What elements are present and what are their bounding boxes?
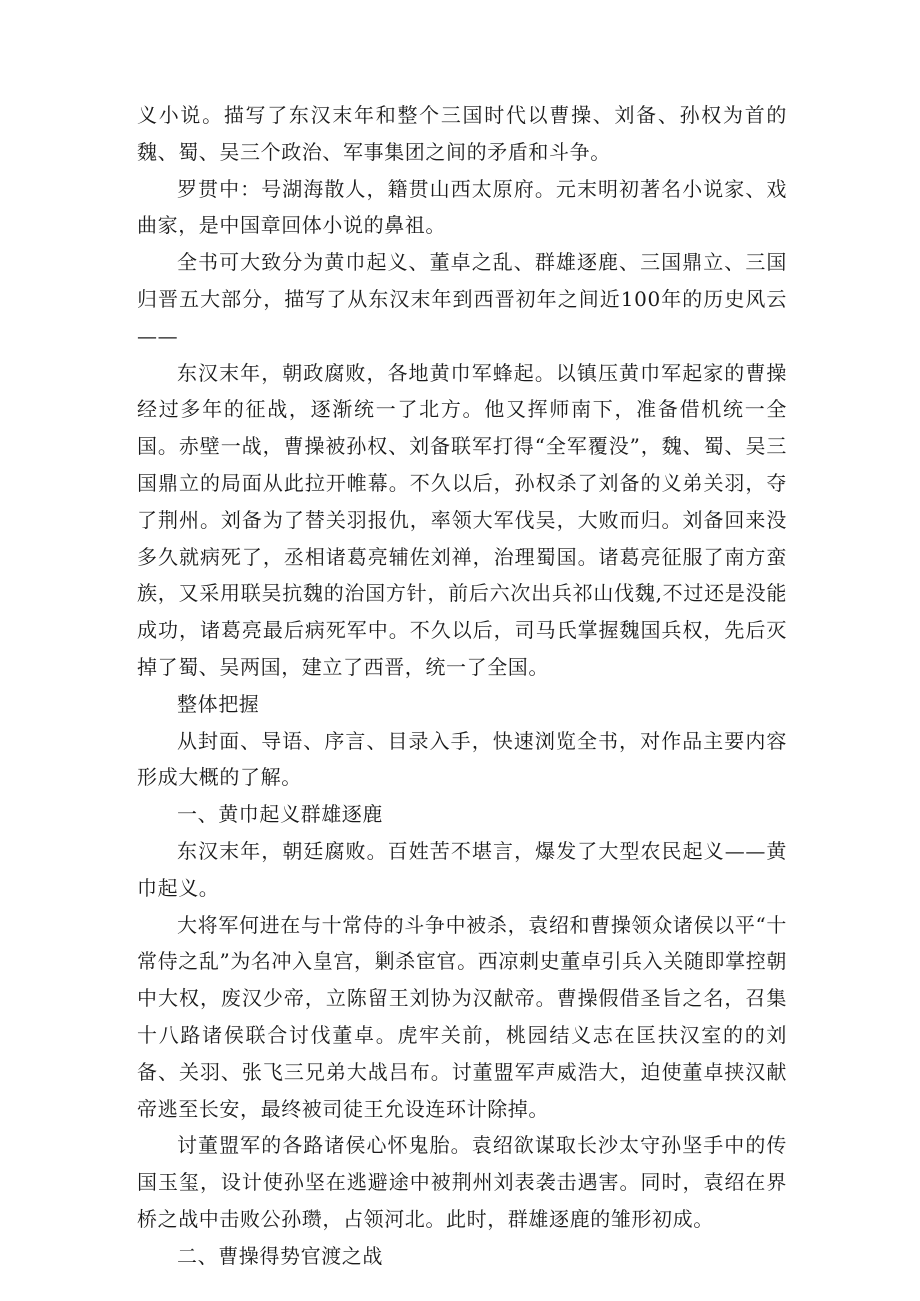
paragraph-author: 罗贯中：号湖海散人，籍贯山西太原府。元末明初著名小说家、戏曲家，是中国章回体小说的鼻祖。 <box>137 176 787 238</box>
paragraph-summary: 东汉末年，朝政腐败，各地黄巾军蜂起。以镇压黄巾军起家的曹操经过多年的征战，逐渐统一了北方。他又挥师南下，准备借机统一全国。赤壁一战，曹操被孙权、刘备联军打得“全军覆没”，魏、蜀、吴三国鼎立的局面从此拉开帷幕。不久以后，孙权杀了刘备的义弟关羽，夺了荆州。刘备为了替关羽报仇，率领大军伐吴，大败而归。刘备回来没多久就病死了，丞相诸葛亮辅佐刘禅，治理蜀国。诸葛亮征服了南方蛮族，又采用联吴抗魏的治国方针，前后六次出兵祁山伐魏,不过还是没能成功，诸葛亮最后病死军中。不久以后，司马氏掌握魏国兵权，先后灭掉了蜀、吴两国，建立了西晋，统一了全国。 <box>137 360 787 679</box>
paragraph-structure: 全书可大致分为黄巾起义、董卓之乱、群雄逐鹿、三国鼎立、三国归晋五大部分，描写了从东汉末年到西晋初年之间近100年的历史风云—— <box>137 250 787 348</box>
document-body <box>137 97 787 1275</box>
paragraph-dong-zhuo: 大将军何进在与十常侍的斗争中被杀，袁绍和曹操领众诸侯以平“十常侍之乱”为名冲入皇宫，剿杀宦官。西凉刺史董卓引兵入关随即掌控朝中大权，废汉少帝，立陈留王刘协为汉献帝。曹操假借圣旨之名，召集十八路诸侯联合讨伐董卓。虎牢关前，桃园结义志在匡扶汉室的的刘备、关羽、张飞三兄弟大战吕布。讨董盟军声威浩大，迫使董卓挟汉献帝逃至长安，最终被司徒王允设连环计除掉。 <box>137 912 787 1121</box>
section-heading-2: 二、曹操得势官渡之战 <box>177 1243 383 1268</box>
section-heading-overall: 整体把握 <box>177 691 260 716</box>
paragraph-intro-continued: 义小说。描写了东汉末年和整个三国时代以曹操、刘备、孙权为首的魏、蜀、吴三个政治、军事集团之间的矛盾和斗争。 <box>137 103 787 164</box>
paragraph-yellow-turban: 东汉末年，朝廷腐败。百姓苦不堪言，爆发了大型农民起义——黄巾起义。 <box>137 838 787 900</box>
section-heading-1: 一、黄巾起义群雄逐鹿 <box>177 802 383 827</box>
paragraph-reading-method: 从封面、导语、序言、目录入手，快速浏览全书，对作品主要内容形成大概的了解。 <box>137 728 787 790</box>
paragraph-warlords: 讨董盟军的各路诸侯心怀鬼胎。袁绍欲谋取长沙太守孙坚手中的传国玉玺，设计使孙坚在逃避途中被荆州刘表袭击遇害。同时，袁绍在界桥之战中击败公孙瓒，占领河北。此时，群雄逐鹿的雏形初成。 <box>137 1133 787 1231</box>
